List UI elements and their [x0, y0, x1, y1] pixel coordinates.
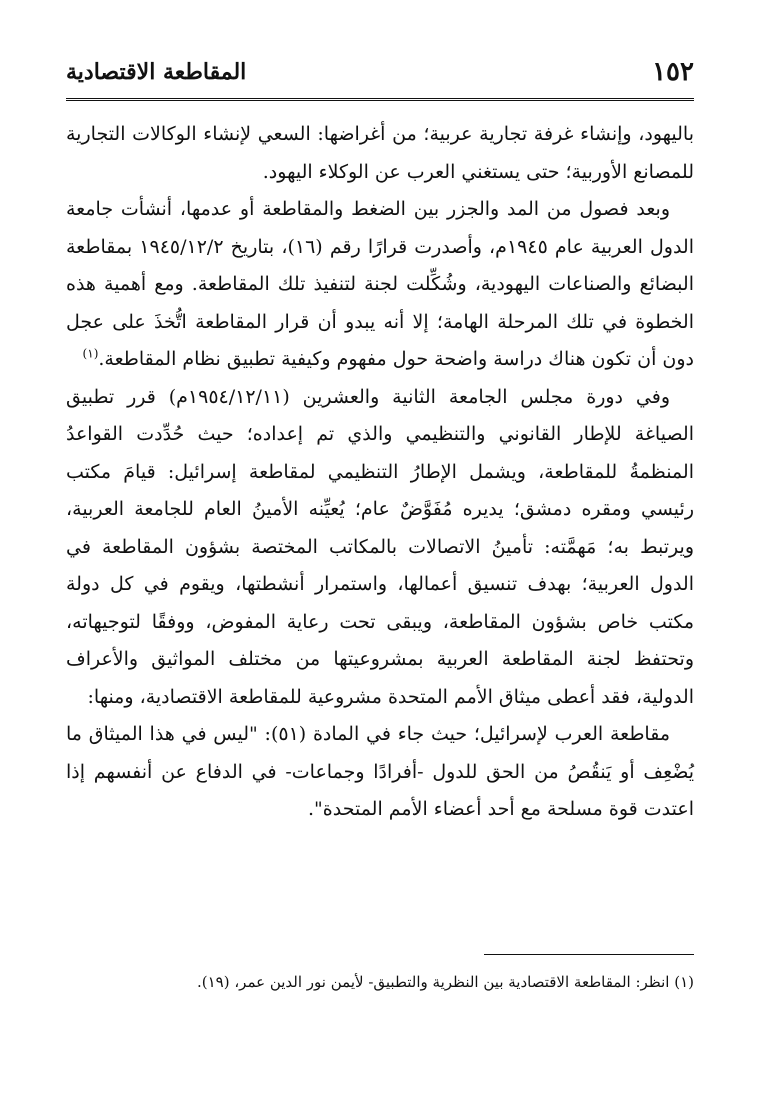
running-title: المقاطعة الاقتصادية [66, 59, 247, 85]
paragraph-2-text: وبعد فصول من المد والجزر بين الضغط والمقاطعة أو عدمها، أنشأت جامعة الدول العربية عام ١٩٤٥م، وأصدرت قرارًا رقم (١٦)، بتاريخ ١٩٤٥/١٢/٢ بمقاطعة البضائع والصناعات اليهودية، وشُكِّلت لجنة لتنفيذ تلك المقاطعة. ومع أهمية هذه الخطوة في تلك المرحلة الهامة؛ إلا أنه يبدو أن قرار المقاطعة اتُّخذَ على عجل دون أن تكون هناك دراسة واضحة حول مفهوم وكيفية تطبيق نظام المقاطعة. [66, 198, 694, 370]
footnote-separator [484, 954, 694, 955]
page-number: ١٥٢ [652, 57, 694, 87]
paragraph-1: باليهود، وإنشاء غرفة تجارية عربية؛ من أغراضها: السعي لإنشاء الوكالات التجارية للمصانع الأوربية؛ حتى يستغني العرب عن الوكلاء اليهود. [66, 123, 694, 183]
paragraph-2 [66, 191, 694, 379]
footnote-reference: (١) [82, 346, 99, 361]
running-header [66, 52, 694, 101]
paragraph-3: وفي دورة مجلس الجامعة الثانية والعشرين (١٩٥٤/١٢/١١م) قرر تطبيق الصياغة للإطار القانوني والتنظيمي والذي تم إعداده؛ حيث حُدِّدت القواعدُ المنظمةُ للمقاطعة، ويشمل الإطارُ التنظيمي لمقاطعة إسرائيل: قيامَ مكتب رئيسي ومقره دمشق؛ يديره مُفَوَّضٌ عام؛ يُعيِّنه الأمينُ العام للجامعة العربية، ويرتبط به؛ مَهمَّته: تأمينُ الاتصالات بالمكاتب المختصة بشؤون المقاطعة في الدول العربية؛ بهدف تنسيق أعمالها، واستمرار أنشطتها، ويقوم في كل دولة مكتب خاص بشؤون المقاطعة، ويبقى تحت رعاية المفوض، ووفقًا لتوجيهاته، وتحتفظ لجنة المقاطعة العربية بمشروعيتها من مختلف المواثيق والأعراف الدولية، فقد أعطى ميثاق الأمم المتحدة مشروعية للمقاطعة الاقتصادية، ومنها: [66, 385, 694, 708]
body-text [66, 116, 694, 829]
footnote: (١) انظر: المقاطعة الاقتصادية بين النظرية والتطبيق- لأيمن نور الدين عمر، (١٩). [196, 973, 694, 991]
paragraph-4: مقاطعة العرب لإسرائيل؛ حيث جاء في المادة (٥١): "ليس في هذا الميثاق ما يُضْعِف أو يَنقُصُ من الحق للدول -أفرادًا وجماعات- في الدفاع عن أنفسهم إذا اعتدت قوة مسلحة مع أحد أعضاء الأمم المتحدة". [66, 723, 694, 820]
